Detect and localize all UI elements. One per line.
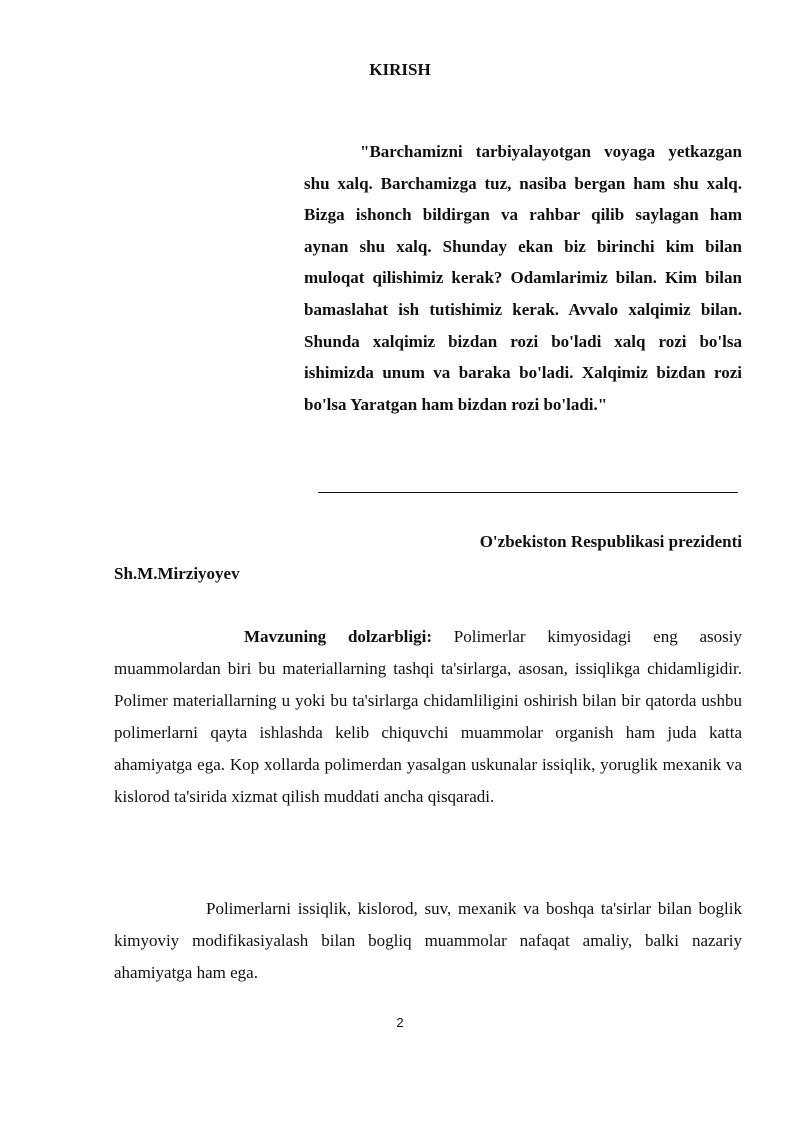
epigraph-quote: "Barchamizni tarbiyalayotgan voyaga yetkazgan shu xalq. Barchamizga tuz, nasiba bergan ham shu xalq. Bizga ishonch bildirgan va rahbar qilib saylagan ham aynan shu xalq. Shunday ekan biz birinchi kim bilan muloqat qilishimiz kerak? Odamlarimiz bilan. Kim bilan bamaslahat ish tutishimiz kerak. Avvalo xalqimiz bilan. Shunda xalqimiz bizdan rozi bo'ladi xalq rozi bo'lsa ishimizda unum va baraka bo'ladi. Xalqimiz bizdan rozi bo'lsa Yaratgan ham bizdan rozi bo'ladi." bbox=[304, 142, 742, 414]
attribution-name: Sh.M.Mirziyoyev bbox=[114, 564, 240, 583]
page-title: KIRISH bbox=[369, 60, 431, 79]
epigraph-divider bbox=[318, 492, 738, 493]
page-number: 2 bbox=[396, 1015, 404, 1030]
paragraph-lead: Mavzuning dolzarbligi: bbox=[244, 627, 433, 646]
epigraph-attribution bbox=[114, 526, 742, 590]
attribution-role: O'zbekiston Respublikasi prezidenti bbox=[479, 532, 742, 551]
paragraph-relevance bbox=[114, 621, 742, 813]
paragraph-modification: Polimerlarni issiqlik, kislorod, suv, mexanik va boshqa ta'sirlar bilan boglik kimyoviy modifikasiyalash bilan bogliq muammolar nafaqat amaliy, balki nazariy ahamiyatga ham ega. bbox=[114, 899, 742, 982]
paragraph-body: Polimerlar kimyosidagi eng asosiy muammolardan biri bu materiallarning tashqi ta'sirlarga, asosan, issiqlikga chidamligidir. Polimer materiallarning u yoki bu ta'sirlarga chidamliligini oshirish bilan bir qatorda ushbu polimerlarni qayta ishlashda kelib chiquvchi muammolar organish ham juda katta ahamiyatga ega. Kop xollarda polimerdan yasalgan uskunalar issiqlik, yoruglik mexanik va kislorod ta'sirida xizmat qilish muddati ancha qisqaradi. bbox=[114, 627, 742, 806]
